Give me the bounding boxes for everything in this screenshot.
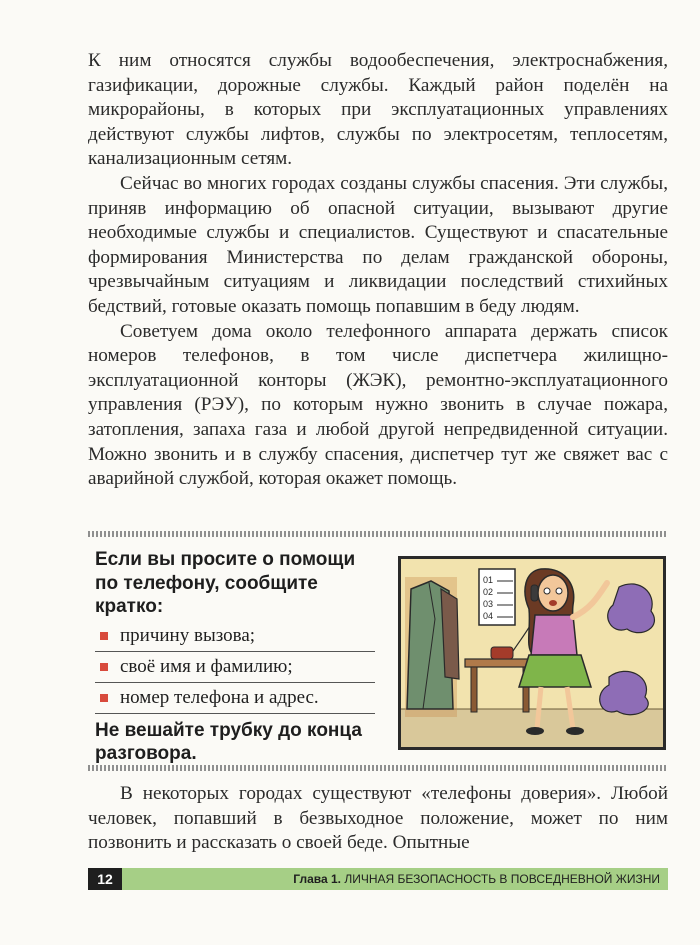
page-number: 12 — [88, 868, 122, 890]
note-line: 01 — [483, 575, 494, 585]
illustration-drawing — [401, 559, 663, 747]
body-text-top — [88, 49, 668, 492]
bullet-icon — [100, 694, 108, 702]
chapter-number: 1. — [330, 872, 341, 886]
note-line: 04 — [483, 611, 494, 621]
chapter-name: ЛИЧНАЯ БЕЗОПАСНОСТЬ В ПОВСЕДНЕВНОЙ ЖИЗНИ — [344, 872, 660, 886]
chapter-label: Глава — [293, 872, 328, 886]
tip-list — [95, 621, 375, 714]
bullet-icon — [100, 663, 108, 671]
tip-list-item: причину вызова; — [95, 621, 375, 652]
paragraph: Сейчас во многих городах созданы службы спасения. Эти службы, приняв информацию об опасной ситуации, вызывают другие необходимые службы и специалистов. Существуют и спасательные формирования Министерства по делам гражданской обороны, чрезвычайным ситуациям и ликвидации последствий стихийных бедствий, готовые оказать помощь попавшим в беду людям. — [88, 172, 668, 317]
paragraph: Советуем дома около телефонного аппарата держать список номеров телефонов, в том числе диспетчера жилищно-эксплуатационной конторы (ЖЭК), ремонтно-эксплуатационного управления (РЭУ), по которым нужно звонить в случае пожара, затопления, запаха газа и любой другой непредвиденной ситуации. Можно звонить и в службу спасения, диспетчер тут же свяжет вас с аварийной службой, которая окажет помощь. — [88, 320, 668, 490]
page-footer — [88, 868, 668, 890]
note-line: 03 — [483, 599, 494, 609]
girl-on-phone-illustration — [398, 556, 666, 750]
phone-tip-box — [95, 548, 375, 766]
bullet-icon — [100, 632, 108, 640]
tip-list-item: номер телефона и адрес. — [95, 683, 375, 714]
dotted-divider — [88, 765, 668, 771]
note-line: 02 — [483, 587, 494, 597]
tip-intro: Если вы просите о помощи по телефону, сообщите кратко: — [95, 549, 356, 617]
paragraph: К ним относятся службы водообеспечения, электроснабжения, газификации, дорожные службы. Каждый район поделён на микрорайоны, в которых при эксплуатационных управлениях действуют службы лифтов, службы по электросетям, теплосетям, канализационным сетям. — [88, 50, 668, 170]
tip-list-item: своё имя и фамилию; — [95, 652, 375, 683]
dotted-divider — [88, 531, 668, 537]
paragraph: В некоторых городах существуют «телефоны доверия». Любой человек, попавший в безвыходное положение, может по ним позвонить и рассказать о своей беде. Опытные — [88, 783, 668, 854]
body-text-bottom — [88, 782, 668, 856]
tip-warning: Не вешайте трубку до конца разговора. — [95, 719, 362, 764]
chapter-title — [293, 868, 660, 890]
